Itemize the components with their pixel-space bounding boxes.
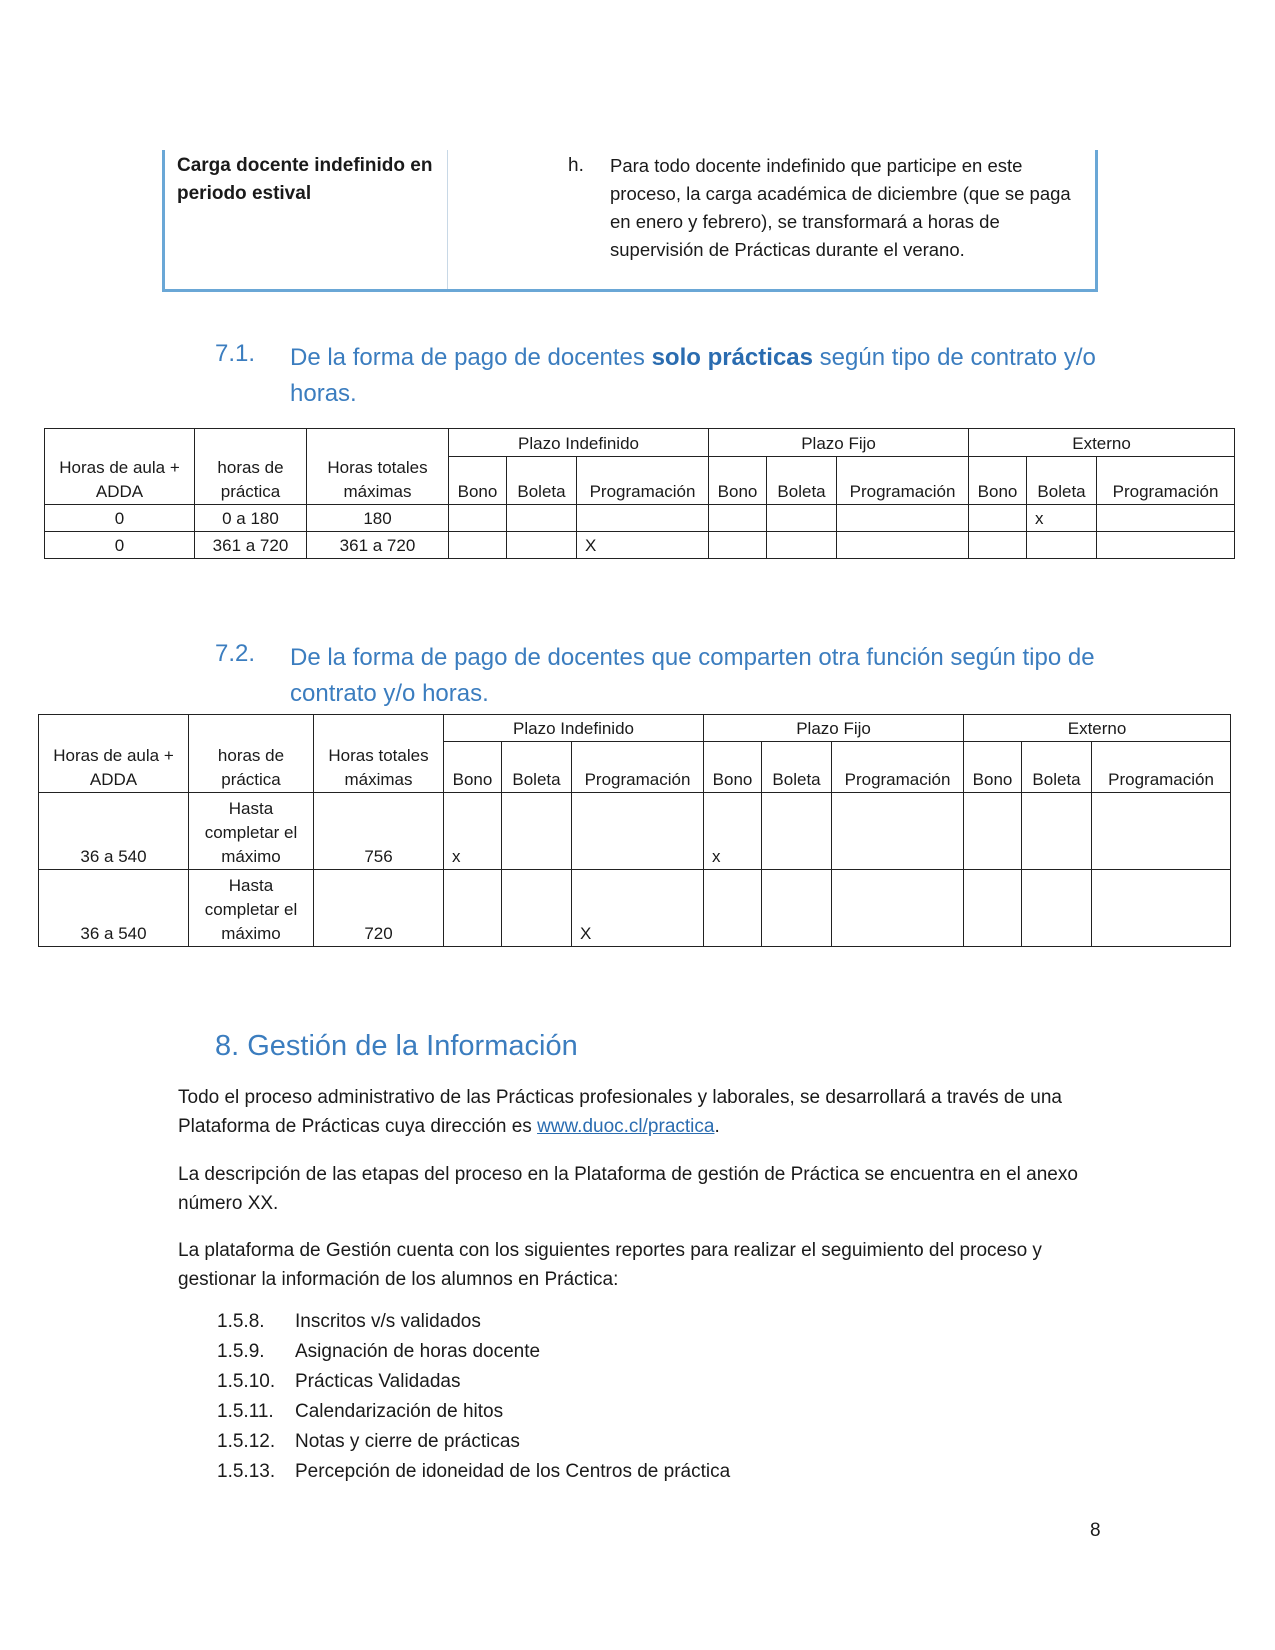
- th-bono: Bono: [964, 742, 1022, 793]
- list-item: 1.5.9. Asignación de horas docente: [217, 1341, 541, 1362]
- cell: 361 a 720: [307, 532, 449, 559]
- cell: [837, 505, 969, 532]
- table-row: [39, 793, 1231, 870]
- th-boleta: Boleta: [1022, 742, 1092, 793]
- th-externo: Externo: [964, 715, 1231, 742]
- list-item: 1.5.11. Calendarización de hitos: [217, 1401, 504, 1422]
- cell: 36 a 540: [39, 870, 189, 947]
- th-horas-practica: horas de práctica: [195, 429, 307, 505]
- cell: [969, 532, 1027, 559]
- cell: [709, 532, 767, 559]
- cell: X: [577, 532, 709, 559]
- th-plazo-fijo: Plazo Fijo: [709, 429, 969, 457]
- th-boleta: Boleta: [502, 742, 572, 793]
- th-plazo-indefinido: Plazo Indefinido: [449, 429, 709, 457]
- cell: [964, 870, 1022, 947]
- th-horas-totales: Horas totales máximas: [314, 715, 444, 793]
- cell: 0 a 180: [195, 505, 307, 532]
- th-bono: Bono: [704, 742, 762, 793]
- th-horas-practica: horas de práctica: [189, 715, 314, 793]
- cell: Hasta completar el máximo: [189, 793, 314, 870]
- th-programacion: Programación: [832, 742, 964, 793]
- cell: [837, 532, 969, 559]
- list-item: 1.5.10. Prácticas Validadas: [217, 1371, 461, 1392]
- cell: [832, 870, 964, 947]
- cell: [762, 870, 832, 947]
- cell: [709, 505, 767, 532]
- cell: [1097, 532, 1235, 559]
- box-text: Para todo docente indefinido que participe en este proceso, la carga académica de diciembre (que se paga en enero y febrero), se transformará a horas de supervisión de Prácticas durante el verano.: [610, 155, 1071, 260]
- list-item: 1.5.13. Percepción de idoneidad de los Centros de práctica: [217, 1461, 731, 1482]
- th-bono: Bono: [449, 457, 507, 505]
- cell: [704, 870, 762, 947]
- cell: [577, 505, 709, 532]
- th-horas-aula: Horas de aula + ADDA: [39, 715, 189, 793]
- cell: 0: [45, 532, 195, 559]
- cell: [502, 870, 572, 947]
- section-7-1-title: De la forma de pago de docentes solo prácticas según tipo de contrato y/o horas.: [290, 344, 1096, 407]
- cell: [449, 532, 507, 559]
- th-externo: Externo: [969, 429, 1235, 457]
- th-programacion: Programación: [572, 742, 704, 793]
- section-7-1-number: 7.1.: [215, 340, 256, 367]
- th-boleta: Boleta: [1027, 457, 1097, 505]
- cell: [1022, 793, 1092, 870]
- th-programacion: Programación: [1097, 457, 1235, 505]
- cell: [767, 505, 837, 532]
- cell: [502, 793, 572, 870]
- summer-load-box: [162, 150, 1098, 292]
- section-8-paragraph-3: La plataforma de Gestión cuenta con los siguientes reportes para realizar el seguimiento del proceso y gestionar la información de los alumnos en Práctica:: [178, 1240, 1042, 1290]
- th-boleta: Boleta: [767, 457, 837, 505]
- table-solo-practicas: [44, 428, 1235, 559]
- practica-link[interactable]: www.duoc.cl/practica: [537, 1116, 715, 1137]
- th-bono: Bono: [969, 457, 1027, 505]
- box-divider: [447, 150, 448, 289]
- cell: x: [1027, 505, 1097, 532]
- page-number: 8: [1090, 1520, 1101, 1541]
- th-boleta: Boleta: [507, 457, 577, 505]
- cell: [832, 793, 964, 870]
- th-bono: Bono: [709, 457, 767, 505]
- box-letter: h.: [568, 155, 584, 176]
- cell: [444, 870, 502, 947]
- cell: Hasta completar el máximo: [189, 870, 314, 947]
- cell: [449, 505, 507, 532]
- cell: [507, 532, 577, 559]
- cell: x: [704, 793, 762, 870]
- list-item: 1.5.12. Notas y cierre de prácticas: [217, 1431, 520, 1452]
- table-row: [39, 870, 1231, 947]
- th-horas-aula: Horas de aula + ADDA: [45, 429, 195, 505]
- th-programacion: Programación: [1092, 742, 1231, 793]
- th-plazo-indefinido: Plazo Indefinido: [444, 715, 704, 742]
- cell: 720: [314, 870, 444, 947]
- cell: 180: [307, 505, 449, 532]
- th-programacion: Programación: [837, 457, 969, 505]
- cell: [964, 793, 1022, 870]
- th-plazo-fijo: Plazo Fijo: [704, 715, 964, 742]
- cell: [767, 532, 837, 559]
- cell: [1092, 793, 1231, 870]
- cell: x: [444, 793, 502, 870]
- list-item: 1.5.8. Inscritos v/s validados: [217, 1311, 481, 1332]
- th-bono: Bono: [444, 742, 502, 793]
- section-8-paragraph-1: Todo el proceso administrativo de las Prácticas profesionales y laborales, se desarrollará a través de una Plataforma de Prácticas cuya dirección es www.duoc.cl/practica.: [178, 1087, 1062, 1137]
- cell: [507, 505, 577, 532]
- table-comparten-funcion: [38, 714, 1231, 947]
- box-label: Carga docente indefinido en periodo estival: [177, 155, 433, 204]
- cell: [572, 793, 704, 870]
- th-boleta: Boleta: [762, 742, 832, 793]
- th-horas-totales: Horas totales máximas: [307, 429, 449, 505]
- reports-list: [217, 1307, 730, 1487]
- th-programacion: Programación: [577, 457, 709, 505]
- cell: [1097, 505, 1235, 532]
- cell: 361 a 720: [195, 532, 307, 559]
- section-7-2-title: De la forma de pago de docentes que comparten otra función según tipo de contrato y/o horas.: [290, 644, 1095, 707]
- table-row: [45, 505, 1235, 532]
- section-8-paragraph-2: La descripción de las etapas del proceso en la Plataforma de gestión de Práctica se encuentra en el anexo número XX.: [178, 1164, 1078, 1214]
- cell: [762, 793, 832, 870]
- cell: [969, 505, 1027, 532]
- cell: X: [572, 870, 704, 947]
- cell: [1092, 870, 1231, 947]
- table-row: [45, 532, 1235, 559]
- section-7-2-number: 7.2.: [215, 640, 256, 667]
- cell: 36 a 540: [39, 793, 189, 870]
- cell: 0: [45, 505, 195, 532]
- cell: 756: [314, 793, 444, 870]
- section-8-title: 8. Gestión de la Información: [215, 1030, 578, 1062]
- cell: [1027, 532, 1097, 559]
- cell: [1022, 870, 1092, 947]
